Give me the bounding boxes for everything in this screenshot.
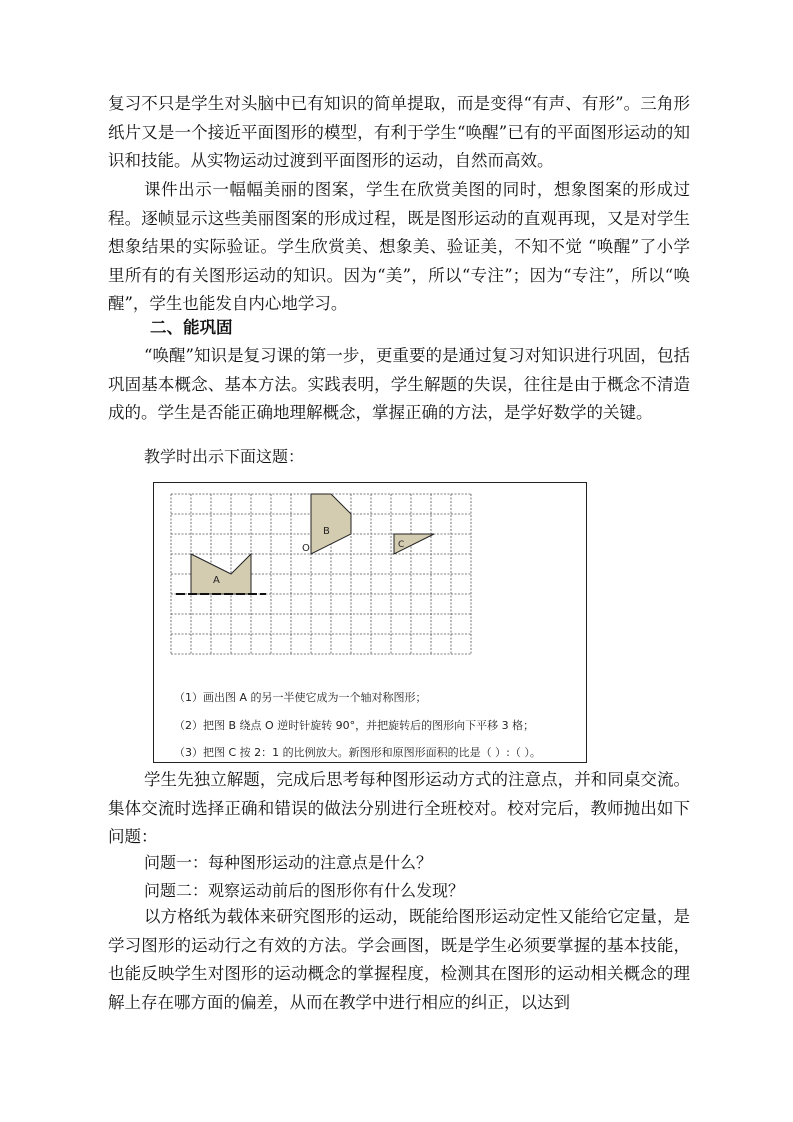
section-heading: 二、能巩固 [150, 318, 233, 337]
label-o: O [302, 543, 310, 554]
question-1: （1）画出图 A 的另一半使它成为一个轴对称图形； [174, 691, 427, 704]
label-c: C [398, 540, 405, 550]
paragraph-5: 以方格纸为载体来研究图形的运动，既能给图形运动定性又能给它定量，是学习图形的运动行之有效的方法。学会画图，既是学生必须要掌握的基本技能，也能反映学生对图形的运动概念的掌握程度，检测其在图形的运动相关概念的理解上存在哪方面的偏差，从而在教学中进行相应的纠正，以达到 [108, 907, 690, 1012]
paragraph-1: 复习不只是学生对头脑中已有知识的简单提取，而是变得“有声、有形”。三角形纸片又是一个接近平面图形的模型，有利于学生“唤醒”已有的平面图形运动的知识和技能。从实物运动过渡到平面图形的运动，自然而高效。 [108, 94, 690, 170]
paragraph-2: 课件出示一幅幅美丽的图案，学生在欣赏美图的同时，想象图案的形成过程。逐帧显示这些美丽图案的形成过程，既是图形运动的直观再现，又是对学生想象结果的实际验证。学生欣赏美、想象美、验证美，不知不觉 “唤醒”了小学里所有的有关图形运动的知识。因为“美”，所以“专注”；因为“专注”，所以“唤醒”，学生也能发自内心地学习。 [108, 180, 690, 313]
paragraph-3: “唤醒”知识是复习课的第一步，更重要的是通过复习对知识进行巩固，包括巩固基本概念、基本方法。实践表明，学生解题的失误，往往是由于概念不清造成的。学生是否能正确地理解概念，掌握正确的方法，是学好数学的关键。 [108, 346, 690, 422]
grid-figure [153, 482, 587, 763]
question-3: （3）把图 C 按 2：1 的比例放大。新图形和原图形面积的比是（ ）:（ ）。 [174, 746, 541, 759]
shape-a [191, 554, 251, 594]
question-one: 问题一：每种图形运动的注意点是什么？ [144, 853, 433, 872]
paragraph-4: 学生先独立解题，完成后思考每种图形运动方式的注意点，并和同桌交流。集体交流时选择正确和错误的做法分别进行全班校对。校对完后，教师抛出如下问题： [108, 770, 690, 846]
label-a: A [213, 575, 220, 586]
question-2: （2）把图 B 绕点 O 逆时针旋转 90°，并把旋转后的图形向下平移 3 格； [174, 719, 535, 732]
question-two: 问题二：观察运动前后的图形你有什么发现？ [144, 881, 465, 900]
figure-intro: 教学时出示下面这题： [144, 447, 305, 466]
label-b: B [323, 526, 330, 537]
